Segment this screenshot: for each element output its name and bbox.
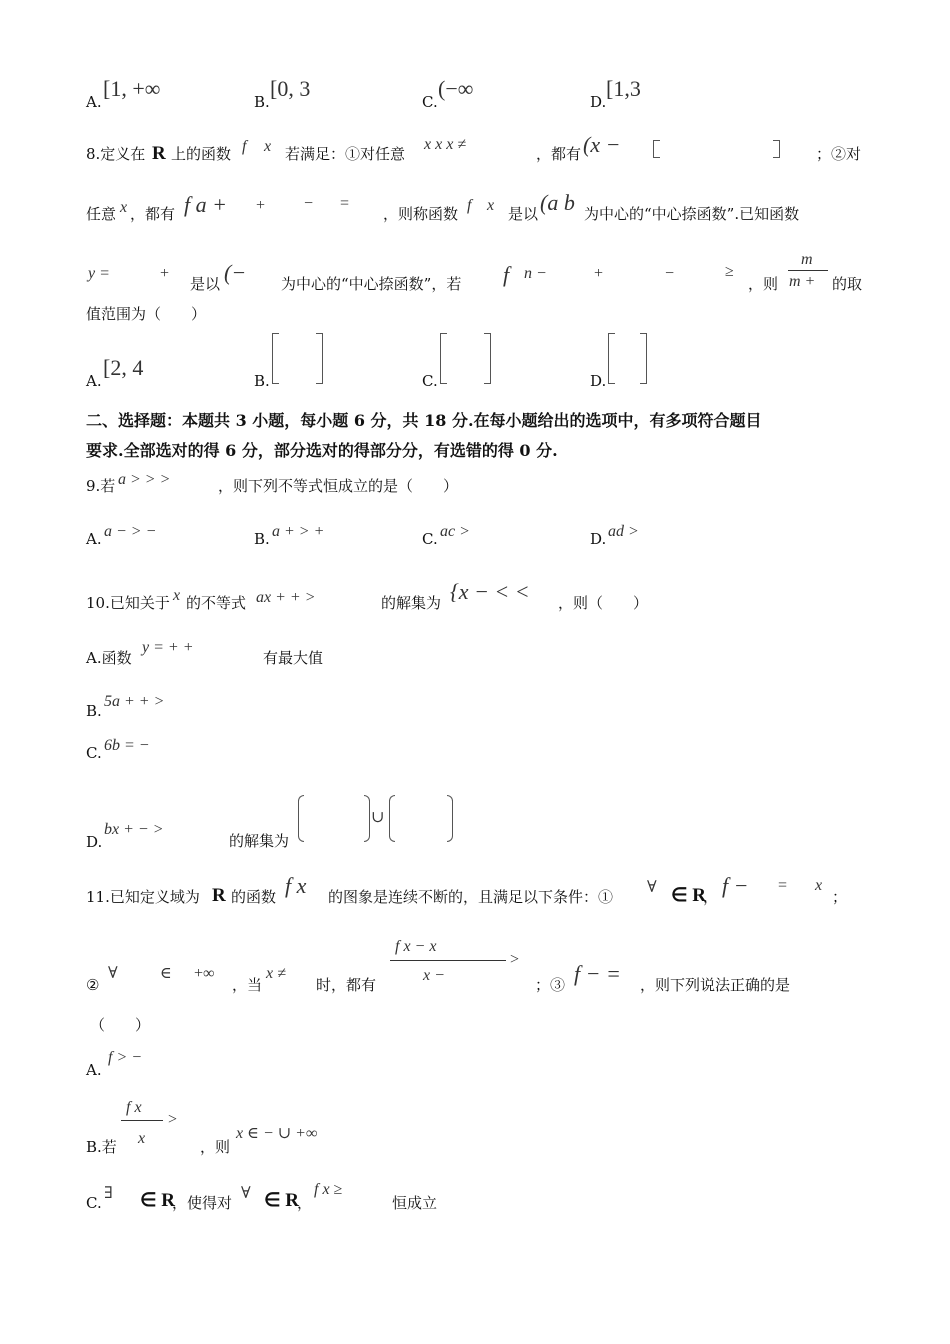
q8-ab: (a b xyxy=(540,190,575,215)
q11-cond1: 的图象是连续不断的，且满足以下条件：① xyxy=(328,888,614,906)
q8-mid: 上的函数 xyxy=(171,145,232,163)
q8-x: x xyxy=(264,138,272,155)
q10-interval2-right xyxy=(447,795,453,842)
q11-forall: ∀ xyxy=(647,879,657,896)
q11-option-b-frac-line xyxy=(121,1120,163,1121)
q11-x: x xyxy=(815,877,823,894)
q11-cond3-expr: f − = xyxy=(574,961,621,986)
q8-range: 值范围为（ ） xyxy=(86,305,207,323)
q8-option-c-left xyxy=(440,333,447,384)
q9-option-d-expr: ad > xyxy=(608,523,639,540)
q8-dou: ，都有 xyxy=(536,145,582,163)
q10-mid: 的不等式 xyxy=(186,594,247,612)
q10-option-b-expr: 5a + + > xyxy=(104,693,165,710)
q8-option-a-expr: [2, 4 xyxy=(103,355,144,380)
q8-yi: 是以 xyxy=(508,205,539,223)
q8-have-expr: (x − xyxy=(583,132,621,157)
q9-option-a-label: A. xyxy=(86,530,102,548)
section2-line1: 二、选择题：本题共 3 小题，每小题 6 分，共 18 分.在每小题给出的选项中，有多项符合题目 xyxy=(86,411,762,430)
q8-ge: ≥ xyxy=(725,263,734,280)
q7-option-c-label: C. xyxy=(422,93,438,111)
q8-then: ，则 xyxy=(748,275,779,293)
q10-x: x xyxy=(173,587,181,604)
q10-interval2-left xyxy=(389,795,395,842)
q9-tail: ，则下列不等式恒成立的是（ ） xyxy=(218,477,459,495)
q9-condition: a > > > xyxy=(118,471,171,488)
q7-option-d-expr: [1,3 xyxy=(606,76,641,101)
q8-option-c-right xyxy=(484,333,491,384)
q10-sol: 的解集为 xyxy=(381,594,442,612)
q10-option-c-expr: 6b = − xyxy=(104,737,150,754)
q11-option-c-comma: ， xyxy=(297,1194,313,1212)
q10-set: {x − < < xyxy=(450,579,530,604)
q11-cond2-neq: x ≠ xyxy=(266,965,286,982)
q11-R: R xyxy=(212,885,226,906)
q7-option-b-label: B. xyxy=(254,93,270,111)
q8-option-c-label: C. xyxy=(422,372,438,390)
q8-n-minus: − xyxy=(665,265,675,282)
q8-n-plus: + xyxy=(594,265,604,282)
q10-option-a-tail: 有最大值 xyxy=(263,649,324,667)
q8-call: ，则称函数 xyxy=(383,205,459,223)
q8-dou2: ，都有 xyxy=(130,205,176,223)
q10-option-d-label: D. xyxy=(86,833,103,851)
q10-option-a-expr: y = + + xyxy=(142,639,194,656)
q8-cond-expr: x x x ≠ xyxy=(424,136,467,153)
q11-f-neg: f − xyxy=(722,873,749,898)
q11-option-b-gt: > xyxy=(168,1111,178,1128)
q11-inR: ∈ R xyxy=(671,885,707,906)
q8-y-expr: y = xyxy=(88,265,110,282)
q8-center-paren: (− xyxy=(224,260,247,285)
q7-option-a-expr: [1, +∞ xyxy=(103,76,161,101)
q11-comma: ， xyxy=(703,888,719,906)
q11-cond2-mark: ② xyxy=(86,976,100,994)
q10-interval1-left xyxy=(298,795,304,842)
q8-frac-num: m xyxy=(801,251,813,268)
q8-option-d-label: D. xyxy=(590,372,607,390)
q7-option-c-expr: (−∞ xyxy=(438,76,474,101)
q11-option-b-num: f x xyxy=(126,1099,142,1116)
q7-option-b-expr: [0, 3 xyxy=(270,76,311,101)
q10-interval1-right xyxy=(364,795,370,842)
q11-option-c-exists: ∃ xyxy=(104,1185,113,1202)
q11-option-c-forall: ∀ xyxy=(241,1185,251,1202)
q9-option-b-expr: a + > + xyxy=(272,523,325,540)
q9-option-b-label: B. xyxy=(254,530,270,548)
q10-prefix: 10.已知关于 xyxy=(86,594,170,612)
q8-eq: = xyxy=(340,195,350,212)
q11-option-c-mid: ，使得对 xyxy=(172,1194,233,1212)
q8-option-b-label: B. xyxy=(254,372,270,390)
q8-fa-expr: f a + xyxy=(184,192,227,217)
q11-cond2-time: 时，都有 xyxy=(316,976,377,994)
q11-cond2-inf: +∞ xyxy=(194,965,215,982)
q8-tail: ；②对 xyxy=(816,145,862,163)
q11-option-b-then: ，则 xyxy=(200,1138,231,1156)
q8-option-d-right xyxy=(640,333,647,384)
q11-option-c-tail: 恒成立 xyxy=(392,1194,438,1212)
q8-plus: + xyxy=(256,197,266,214)
q11-fx: f x xyxy=(285,873,307,898)
q11-mid: 的函数 xyxy=(231,888,277,906)
q11-cond3-tail: ，则下列说法正确的是 xyxy=(640,976,791,994)
q10-ineq: ax + + > xyxy=(256,589,316,606)
q8-option-b-right xyxy=(316,333,323,384)
q10-option-d-tail: 的解集为 xyxy=(229,832,290,850)
q8-yi2: 是以 xyxy=(190,275,221,293)
q11-cond3: ；③ xyxy=(535,976,566,994)
q10-option-d-expr: bx + − > xyxy=(104,821,164,838)
q11-option-c-expr: f x ≥ xyxy=(314,1181,343,1198)
q8-cond-text: 若满足：①对任意 xyxy=(285,145,406,163)
q8-option-d-left xyxy=(608,333,615,384)
q8-center-text: 为中心的“中心捺函数”.已知函数 xyxy=(584,205,800,223)
q10-tail: ，则（ ） xyxy=(558,594,649,612)
q7-option-d-label: D. xyxy=(590,93,607,111)
q8-y-plus: + xyxy=(160,265,170,282)
q11-answer-paren: （ ） xyxy=(90,1016,151,1034)
q8-prefix: 8.定义在 xyxy=(86,145,146,163)
q11-cond2-in: ∈ xyxy=(160,965,172,982)
q8-bracket-left xyxy=(653,140,660,158)
q9-prefix: 9.若 xyxy=(86,477,116,495)
q10-option-b-label: B. xyxy=(86,702,102,720)
q11-option-b-den: x xyxy=(138,1130,146,1147)
q11-option-a-label: A. xyxy=(86,1061,102,1079)
q10-cup: ∪ xyxy=(371,809,385,826)
q11-cond2-gt: > xyxy=(510,951,520,968)
q11-eq: = xyxy=(778,877,788,894)
q11-semi: ； xyxy=(832,888,848,906)
q11-option-b-set: x ∈ − ∪ +∞ xyxy=(236,1125,318,1142)
q11-option-c-inR2: ∈ R xyxy=(264,1190,300,1211)
q11-cond2-forall: ∀ xyxy=(108,965,118,982)
q11-option-c-label: C. xyxy=(86,1194,102,1212)
q9-option-a-expr: a − > − xyxy=(104,523,157,540)
q11-cond2-when: ，当 xyxy=(232,976,263,994)
q9-option-c-label: C. xyxy=(422,530,438,548)
q8-tail2: 的取 xyxy=(832,275,863,293)
q9-option-d-label: D. xyxy=(590,530,607,548)
q11-option-b-label: B.若 xyxy=(86,1138,117,1156)
q10-option-a-label: A.函数 xyxy=(86,649,132,667)
q8-minus: − xyxy=(304,195,314,212)
q8-f: f xyxy=(242,138,247,155)
q9-option-c-expr: ac > xyxy=(440,523,470,540)
q7-option-a-label: A. xyxy=(86,93,102,111)
q11-option-a-expr: f > − xyxy=(108,1049,143,1066)
q10-option-c-label: C. xyxy=(86,744,102,762)
section2-line2: 要求.全部选对的得 6 分，部分选对的得部分分，有选错的得 0 分. xyxy=(86,441,558,460)
q11-prefix: 11.已知定义域为 xyxy=(86,888,200,906)
q8-call-f: f xyxy=(467,197,472,214)
q8-frac-den: m + xyxy=(789,273,816,290)
q8-option-b-left xyxy=(272,333,279,384)
q8-option-a-label: A. xyxy=(86,372,102,390)
q8-center-text2: 为中心的“中心捺函数”，若 xyxy=(281,275,462,293)
q8-n: n − xyxy=(524,265,547,282)
q11-cond2-frac-den: x − xyxy=(423,967,445,984)
q11-cond2-frac-num: f x − x xyxy=(395,938,437,955)
q8-R: R xyxy=(152,143,166,164)
q8-bracket-right xyxy=(773,140,780,158)
q8-frac-line xyxy=(788,270,828,271)
q8-any: 任意 xyxy=(86,205,117,223)
q8-call-x: x xyxy=(487,197,495,214)
q11-option-c-inR: ∈ R xyxy=(140,1190,176,1211)
q8-fn: f xyxy=(503,262,510,287)
q8-any-x: x xyxy=(120,199,128,216)
q11-cond2-frac-line xyxy=(390,960,506,961)
